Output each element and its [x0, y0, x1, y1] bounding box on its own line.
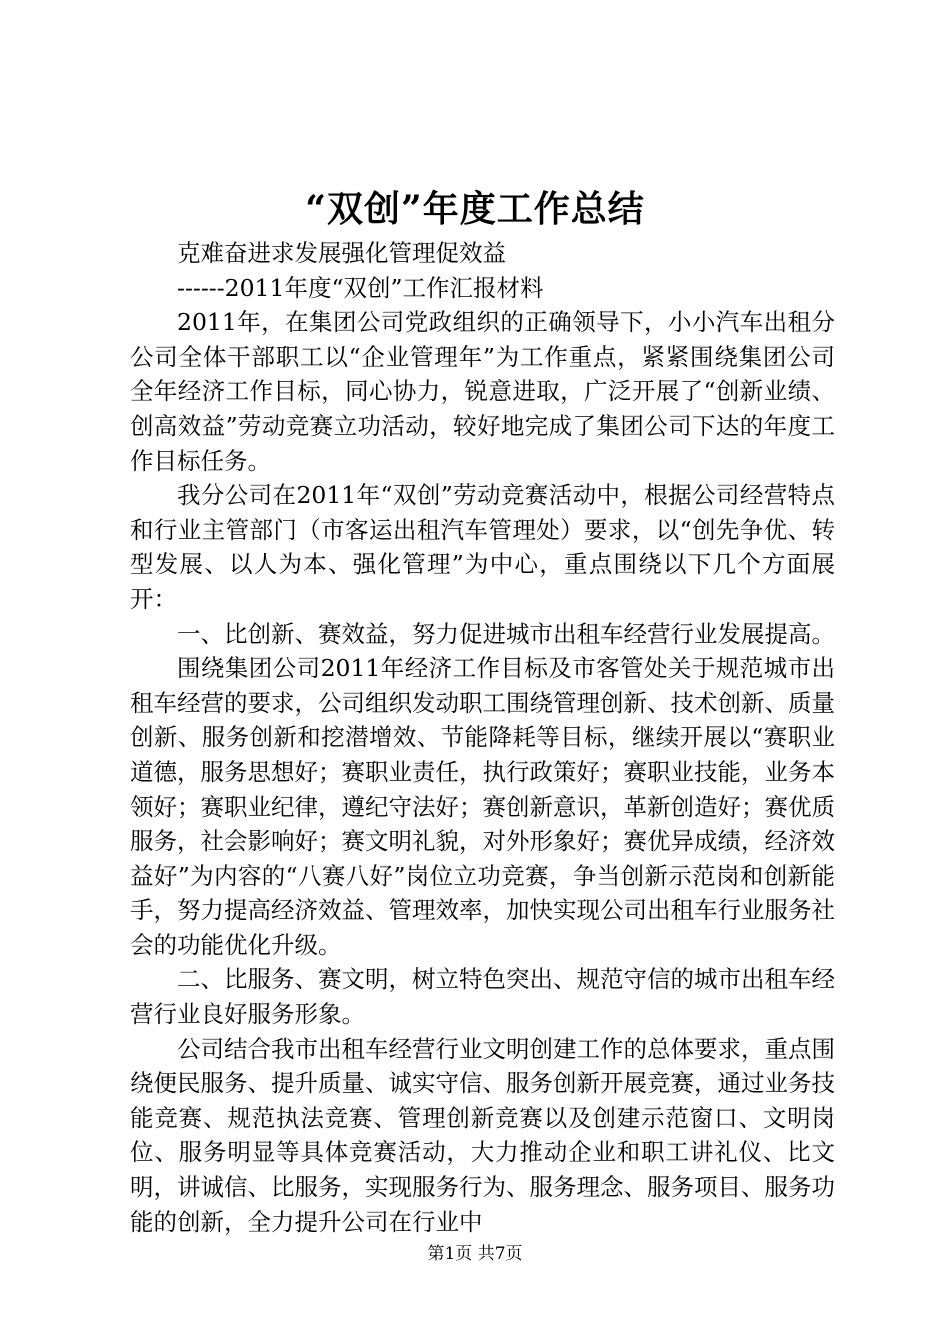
page-number-footer: 第1页 共7页 [427, 1244, 523, 1264]
subtitle-source-line: ------2011年度“双创”工作汇报材料 [177, 273, 544, 302]
document-body [130, 236, 835, 1239]
subtitle-line: 克难奋进求发展强化管理促效益 [177, 239, 506, 267]
body-paragraph: 2011年，在集团公司党政组织的正确领导下，小小汽车出租分公司全体干部职工以“企业管理年”为工作重点，紧紧围绕集团公司全年经济工作目标，同心协力，锐意进取，广泛开展了“创新业绩、创高效益”劳动竞赛立功活动，较好地完成了集团公司下达的年度工作目标任务。 [130, 308, 835, 475]
body-paragraph: 公司结合我市出租车经营行业文明创建工作的总体要求，重点围绕便民服务、提升质量、诚实守信、服务创新开展竞赛，通过业务技能竞赛、规范执法竞赛、管理创新竞赛以及创建示范窗口、文明岗位、服务明显等具体竞赛活动，大力推动企业和职工讲礼仪、比文明，讲诚信、比服务，实现服务行为、服务理念、服务项目、服务功能的创新，全力提升公司在行业中 [130, 1034, 835, 1236]
document-title: “双创”年度工作总结 [305, 188, 645, 230]
body-paragraph: 我分公司在2011年“双创”劳动竞赛活动中，根据公司经营特点和行业主管部门（市客运出租汽车管理处）要求，以“创先争优、转型发展、以人为本、强化管理”为中心，重点围绕以下几个方面展开： [130, 481, 835, 613]
body-paragraph: 围绕集团公司2011年经济工作目标及市客管处关于规范城市出租车经营的要求，公司组织发动职工围绕管理创新、技术创新、质量创新、服务创新和挖潜增效、节能降耗等目标，继续开展以“赛职业道德，服务思想好；赛职业责任，执行政策好；赛职业技能，业务本领好；赛职业纪律，遵纪守法好；赛创新意识，革新创造好；赛优质服务，社会影响好；赛文明礼貌，对外形象好；赛优异成绩，经济效益好”为内容的“八赛八好”岗位立功竞赛，争当创新示范岗和创新能手，努力提高经济效益、管理效率，加快实现公司出租车行业服务社会的功能优化升级。 [130, 654, 835, 959]
section-heading: 二、比服务、赛文明，树立特色突出、规范守信的城市出租车经营行业良好服务形象。 [130, 965, 835, 1029]
section-heading: 一、比创新、赛效益，努力促进城市出租车经营行业发展提高。 [177, 619, 835, 648]
